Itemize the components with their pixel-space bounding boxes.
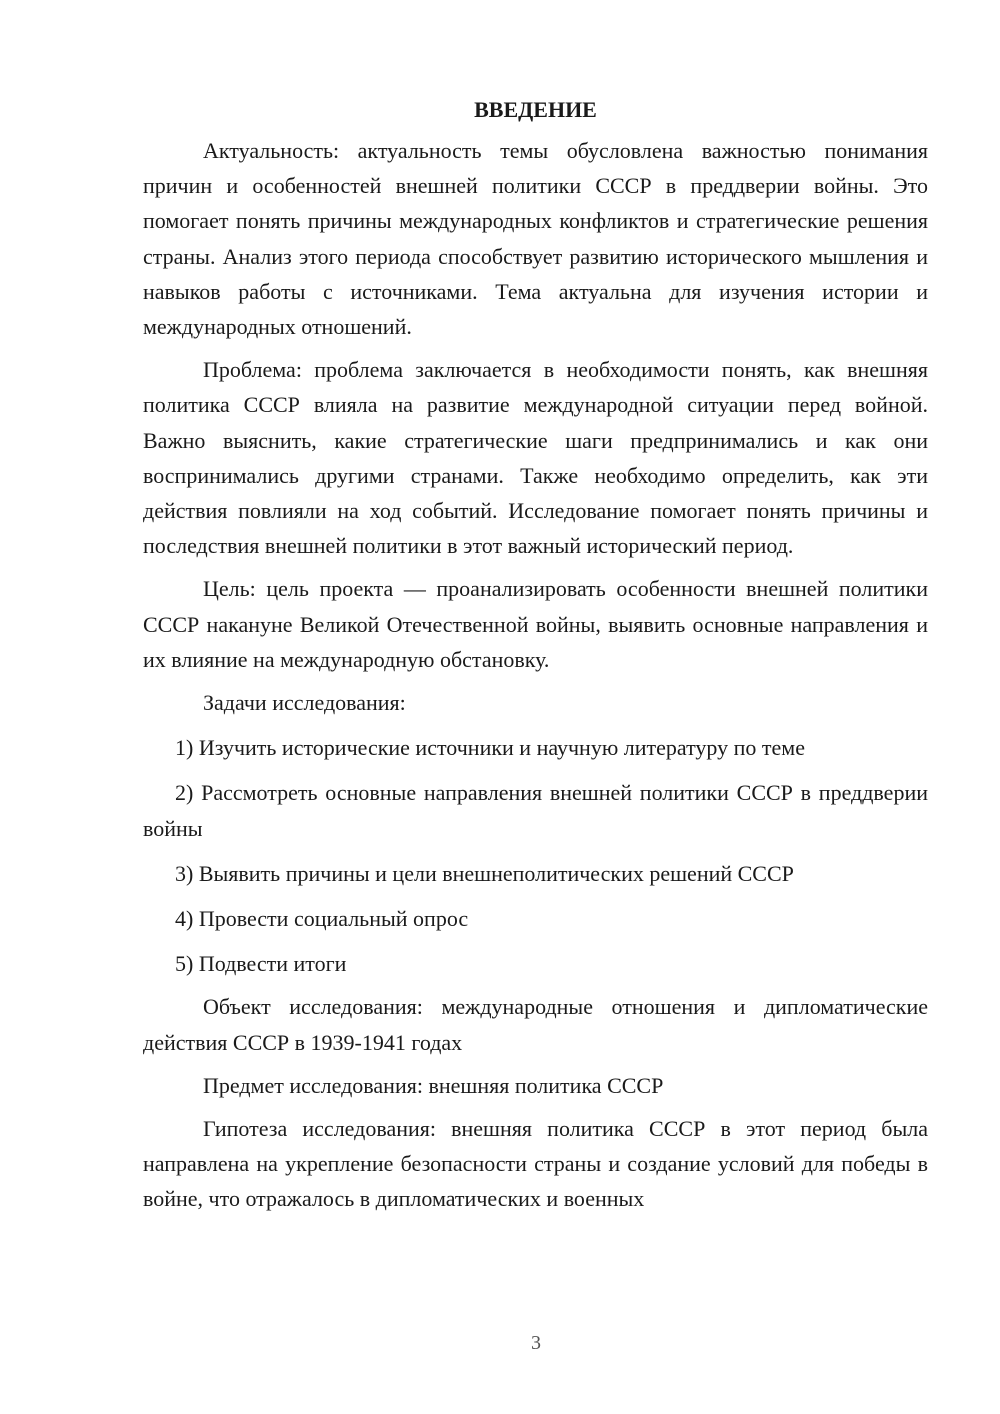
page-number: 3 <box>531 1332 541 1354</box>
section-title: ВВЕДЕНИЕ <box>474 97 597 122</box>
hypothesis-paragraph: Гипотеза исследования: внешняя политика СССР в этот период была направлена на укрепление безопасности страны и создание условий для победы в войне, что отражалось в дипломатических и военных <box>143 1116 928 1212</box>
subject-paragraph: Предмет исследования: внешняя политика СССР <box>203 1072 664 1098</box>
task-item-2: 2) Рассмотреть основные направления внешней политики СССР в преддверии войны <box>143 780 928 841</box>
goal-paragraph: Цель: цель проекта — проанализировать особенности внешней политики СССР накануне Великой Отечественной войны, выявить основные направления и их влияние на международную обстановку. <box>143 576 928 672</box>
task-item-1: 1) Изучить исторические источники и научную литературу по теме <box>175 735 805 761</box>
object-paragraph: Объект исследования: международные отношения и дипломатические действия СССР в 1939-1941 годах <box>143 994 928 1055</box>
task-item-3: 3) Выявить причины и цели внешнеполитических решений СССР <box>175 860 794 886</box>
task-item-4: 4) Провести социальный опрос <box>175 906 469 932</box>
task-item-5: 5) Подвести итоги <box>175 951 347 977</box>
relevance-paragraph: Актуальность: актуальность темы обусловлена важностью понимания причин и особенностей внешней политики СССР в преддверии войны. Это помогает понять причины международных конфликтов и стратегические решения страны. Анализ этого периода способствует развитию исторического мышления и навыков работы с источниками. Тема актуальна для изучения истории и международных отношений. <box>143 138 928 340</box>
tasks-heading: Задачи исследования: <box>203 690 406 716</box>
document-page <box>143 92 928 1217</box>
problem-paragraph: Проблема: проблема заключается в необходимости понять, как внешняя политика СССР влияла на развитие международной ситуации перед войной. Важно выяснить, какие стратегические шаги предпринимались и как они воспринимались другими странами. Также необходимо определить, как эти действия повлияли на ход событий. Исследование помогает понять причины и последствия внешней политики в этот важный исторический период. <box>143 357 928 559</box>
